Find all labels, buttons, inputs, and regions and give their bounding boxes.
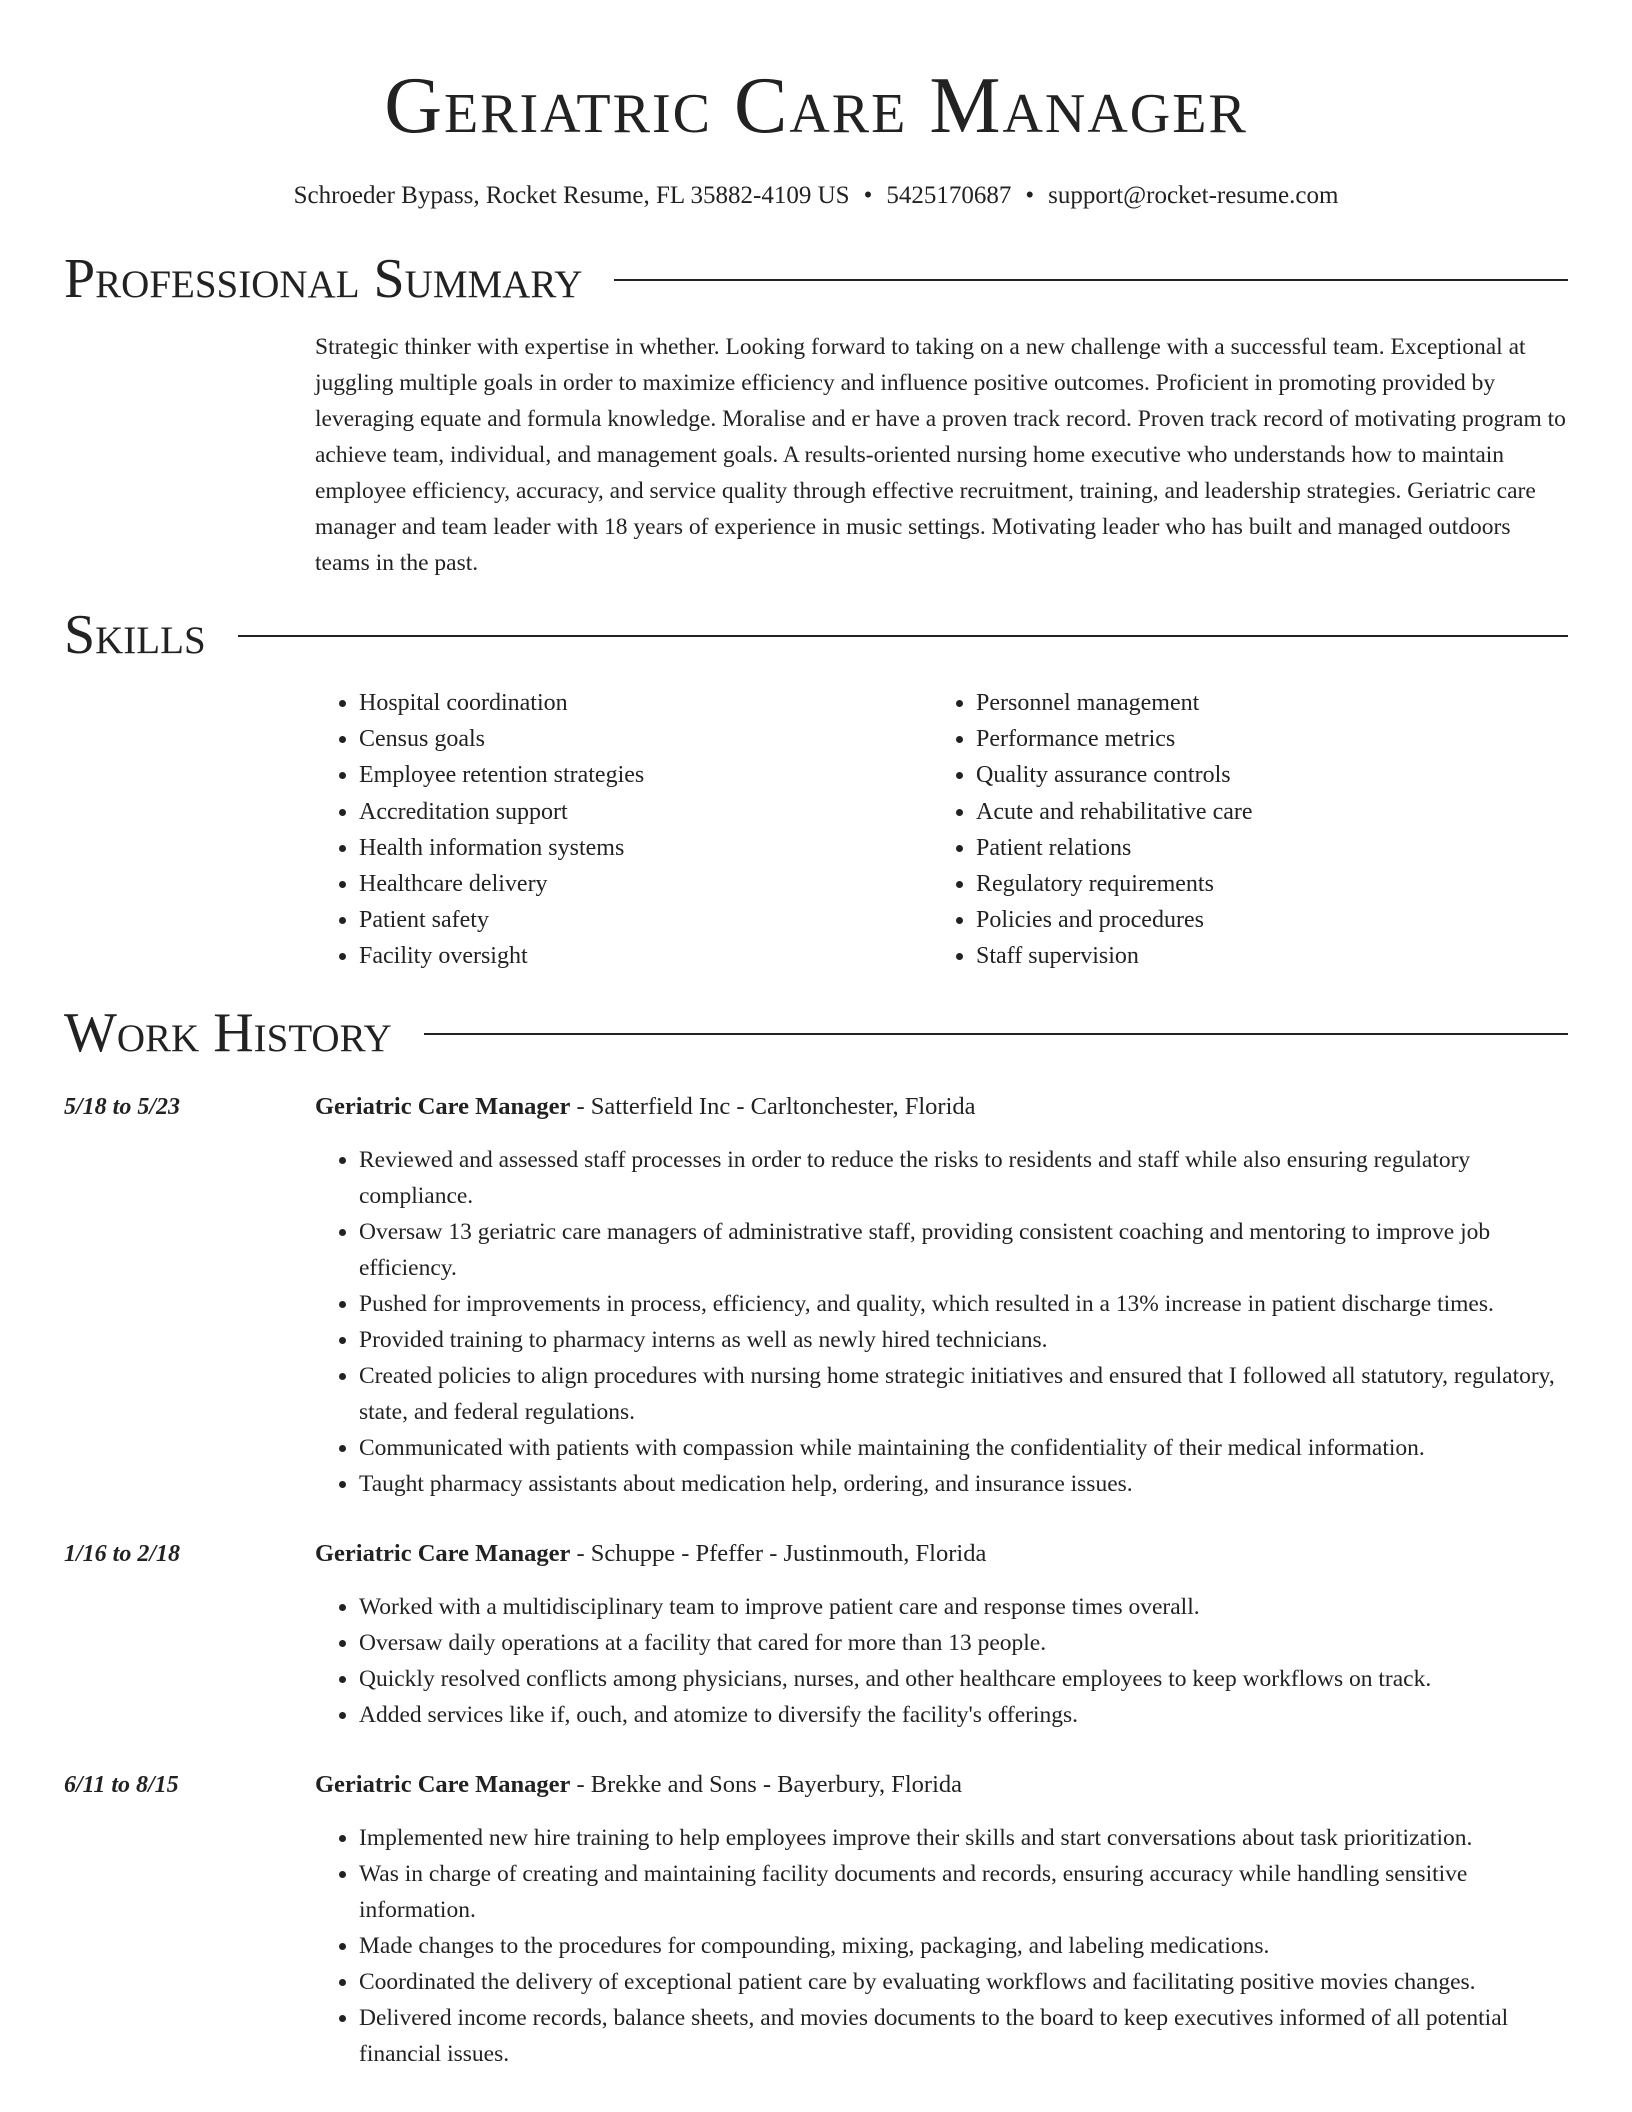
job-bullet: • Added services like if, ouch, and atomize to diversify the facility's offerings. [359,1697,1568,1733]
skills-section-header [64,603,1568,667]
candidate-name: Geriatric Care Manager [384,62,1248,150]
job-entry [64,1767,1568,2072]
skill-item: • Employee retention strategies [359,757,932,793]
job-bullets [315,1589,1568,1733]
section-divider [238,635,1568,637]
job-title: Geriatric Care Manager [315,1539,571,1567]
section-divider [614,279,1568,281]
skill-item: • Health information systems [359,830,932,866]
contact-line [64,180,1568,212]
skills-column-left [315,685,932,975]
job-title: Geriatric Care Manager [315,1092,571,1120]
job-bullet: • Taught pharmacy assistants about medication help, ordering, and insurance issues. [359,1466,1568,1502]
contact-separator: • [1025,182,1035,209]
job-bullets [315,1142,1568,1502]
work-heading: Work History [64,1001,392,1064]
job-bullet: • Coordinated the delivery of exceptional patient care by evaluating workflows and facilitating positive movies changes. [359,1964,1568,2000]
skill-item: • Facility oversight [359,938,932,974]
job-title-line [315,1089,1568,1125]
job-bullet: • Pushed for improvements in process, efficiency, and quality, which resulted in a 13% increase in patient discharge times. [359,1286,1568,1322]
summary-section-header [64,247,1568,311]
contact-email: support@rocket-resume.com [1048,182,1339,209]
resume-page [64,0,1568,2072]
job-title: Geriatric Care Manager [315,1770,571,1798]
job-bullet: • Communicated with patients with compassion while maintaining the confidentiality of their medical information. [359,1430,1568,1466]
job-entry [64,1536,1568,1733]
job-bullet: • Was in charge of creating and maintaining facility documents and records, ensuring accuracy while handling sensitive information. [359,1856,1568,1928]
skill-item: • Healthcare delivery [359,866,932,902]
job-bullet: • Oversaw daily operations at a facility that cared for more than 13 people. [359,1625,1568,1661]
job-dates: 6/11 to 8/15 [64,1771,179,1798]
job-bullet: • Provided training to pharmacy interns as well as newly hired technicians. [359,1322,1568,1358]
job-title-line [315,1767,1568,1803]
skill-item: • Census goals [359,721,932,757]
skill-item: • Performance metrics [976,721,1549,757]
skill-item: • Patient safety [359,902,932,938]
skill-item: • Accreditation support [359,794,932,830]
job-entry [64,1089,1568,1502]
job-bullets [315,1820,1568,2072]
skills-list [315,685,1568,975]
skills-heading: Skills [64,604,206,666]
skill-item: • Acute and rehabilitative care [976,794,1549,830]
work-section-header [64,1001,1568,1065]
job-bullet: • Delivered income records, balance sheets, and movies documents to the board to keep executives informed of all potential financial issues. [359,2000,1568,2072]
skills-column-right [932,685,1549,975]
skill-item: • Patient relations [976,830,1549,866]
job-company: - Schuppe - Pfeffer - Justinmouth, Florida [570,1539,987,1567]
summary-heading: Professional Summary [64,248,583,310]
skill-item: • Policies and procedures [976,902,1549,938]
job-dates: 5/18 to 5/23 [64,1093,181,1120]
work-history-list [64,1089,1568,2072]
contact-separator: • [863,182,873,209]
skill-item: • Staff supervision [976,938,1549,974]
job-bullet: • Made changes to the procedures for compounding, mixing, packaging, and labeling medications. [359,1928,1568,1964]
job-bullet: • Quickly resolved conflicts among physicians, nurses, and other healthcare employees to keep workflows on track. [359,1661,1568,1697]
job-dates: 1/16 to 2/18 [64,1540,181,1567]
job-details [315,1536,1568,1733]
job-bullet: • Created policies to align procedures with nursing home strategic initiatives and ensured that I followed all statutory, regulatory, state, and federal regulations. [359,1358,1568,1430]
skill-item: • Quality assurance controls [976,757,1549,793]
job-bullet: • Worked with a multidisciplinary team to improve patient care and response times overall. [359,1589,1568,1625]
job-title-line [315,1536,1568,1572]
summary-text: Strategic thinker with expertise in whether. Looking forward to taking on a new challenge with a successful team. Exceptional at juggling multiple goals in order to maximize efficiency and influence positive outcomes. Proficient in promoting provided by leveraging equate and formula knowledge. Moralise and er have a proven track record. Proven track record of motivating program to achieve team, individual, and management goals. A results-oriented nursing home executive who understands how to maintain employee efficiency, accuracy, and service quality through effective recruitment, training, and leadership strategies. Geriatric care manager and team leader with 18 years of experience in music settings. Motivating leader who has built and managed outdoors teams in the past. [315,334,1566,576]
job-bullet: • Oversaw 13 geriatric care managers of administrative staff, providing consistent coaching and mentoring to improve job efficiency. [359,1214,1568,1286]
job-details [315,1767,1568,2072]
job-details [315,1089,1568,1502]
skill-item: • Personnel management [976,685,1549,721]
job-company: - Satterfield Inc - Carltonchester, Florida [570,1092,976,1120]
contact-address: Schroeder Bypass, Rocket Resume, FL 35882-4109 US [293,182,850,209]
job-bullet: • Implemented new hire training to help employees improve their skills and start conversations about task prioritization. [359,1820,1568,1856]
skill-item: • Regulatory requirements [976,866,1549,902]
skill-item: • Hospital coordination [359,685,932,721]
job-bullet: • Reviewed and assessed staff processes in order to reduce the risks to residents and staff while also ensuring regulatory compliance. [359,1142,1568,1214]
job-company: - Brekke and Sons - Bayerbury, Florida [570,1770,963,1798]
contact-phone: 5425170687 [886,182,1012,209]
section-divider [424,1033,1568,1035]
